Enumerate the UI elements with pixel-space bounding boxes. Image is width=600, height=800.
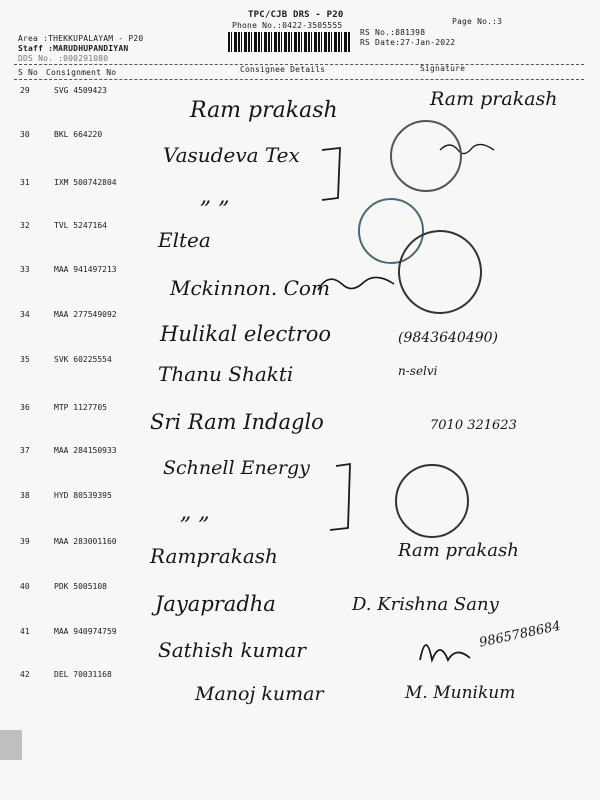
area-label: Area :THEKKUPALAYAM - P20 [18,34,144,43]
signature-scribble-41 [420,645,470,660]
sheet-title: TPC/CJB DRS - P20 [248,10,344,20]
scan-shadow [0,730,22,760]
row-number: 31 [20,178,30,187]
row-number: 37 [20,446,30,455]
consignee-name: „ „ [200,184,230,209]
row-number: 29 [20,86,30,95]
consignment-number: MAA 941497213 [54,265,117,274]
consignee-name: Sathish kumar [158,638,306,662]
stamp-schnell [395,464,469,538]
page-number: Page No.:3 [452,17,503,26]
signature: D. Krishna Sany [352,594,499,615]
signature: M. Munikum [405,683,516,703]
consignee-name: Eltea [158,228,211,252]
row-number: 35 [20,355,30,364]
col-consignee-details: Consignee Details [240,65,326,74]
consignment-number: MTP 1127705 [54,403,107,412]
signature: 7010 321623 [430,418,517,433]
consignment-number: IXM 500742804 [54,178,117,187]
row-number: 32 [20,221,30,230]
row-number: 33 [20,265,30,274]
row-number: 42 [20,670,30,679]
consignment-number: MAA 283001160 [54,537,117,546]
bracket-30-31 [322,148,340,200]
consignee-name: Schnell Energy [163,457,310,479]
staff-label: Staff :MARUDHUPANDIYAN [18,44,129,53]
signature: n-selvi [398,364,438,378]
col-sno: S No [18,68,39,77]
row-number: 36 [20,403,30,412]
row-number: 41 [20,627,30,636]
consignment-number: SVG 4509423 [54,86,107,95]
consignee-name: Jayapradha [155,592,276,616]
consignment-number: HYD 80539395 [54,491,112,500]
consignee-name: Vasudeva Tex [163,143,300,167]
consignment-number: MAA 277549092 [54,310,117,319]
consignment-number: SVK 60225554 [54,355,112,364]
phone-number: Phone No.:0422-3505555 [232,21,343,30]
consignment-number: BKL 664220 [54,130,103,139]
rs-date: RS Date:27-Jan-2022 [360,38,456,47]
consignment-number: MAA 940974759 [54,627,117,636]
row-number: 34 [20,310,30,319]
row-number: 39 [20,537,30,546]
signature: Ram prakash [398,540,519,561]
consignee-name: Sri Ram Indaglo [150,410,324,434]
consignee-name: Ramprakash [150,544,278,568]
dds-number: DDS No. :000291080 [18,54,109,63]
col-signature: Signature [420,64,466,73]
signature-scribble-33 [318,277,394,290]
stamp-seal [390,120,462,192]
consignment-number: PDK 5005108 [54,582,107,591]
consignment-number: MAA 284150933 [54,446,117,455]
col-consignment: Consignment No [46,68,117,77]
consignee-name: Mckinnon. Com [170,276,330,300]
consignee-name: Manoj kumar [195,683,324,705]
consignee-name: Hulikal electroo [160,322,332,346]
rs-number: RS No.:881398 [360,28,426,37]
signature: (9843640490) [398,330,498,346]
consignee-name: „ „ [180,500,210,525]
bracket-37-38 [330,464,350,530]
consignment-number: DEL 70031168 [54,670,112,679]
consignment-number: TVL 5247164 [54,221,107,230]
row-number: 40 [20,582,30,591]
consignee-name: Ram prakash [190,98,338,123]
row-number: 38 [20,491,30,500]
signature: 9865788684 [478,618,563,651]
consignee-name: Thanu Shakti [158,362,294,386]
signature: Ram prakash [430,88,558,110]
row-number: 30 [20,130,30,139]
